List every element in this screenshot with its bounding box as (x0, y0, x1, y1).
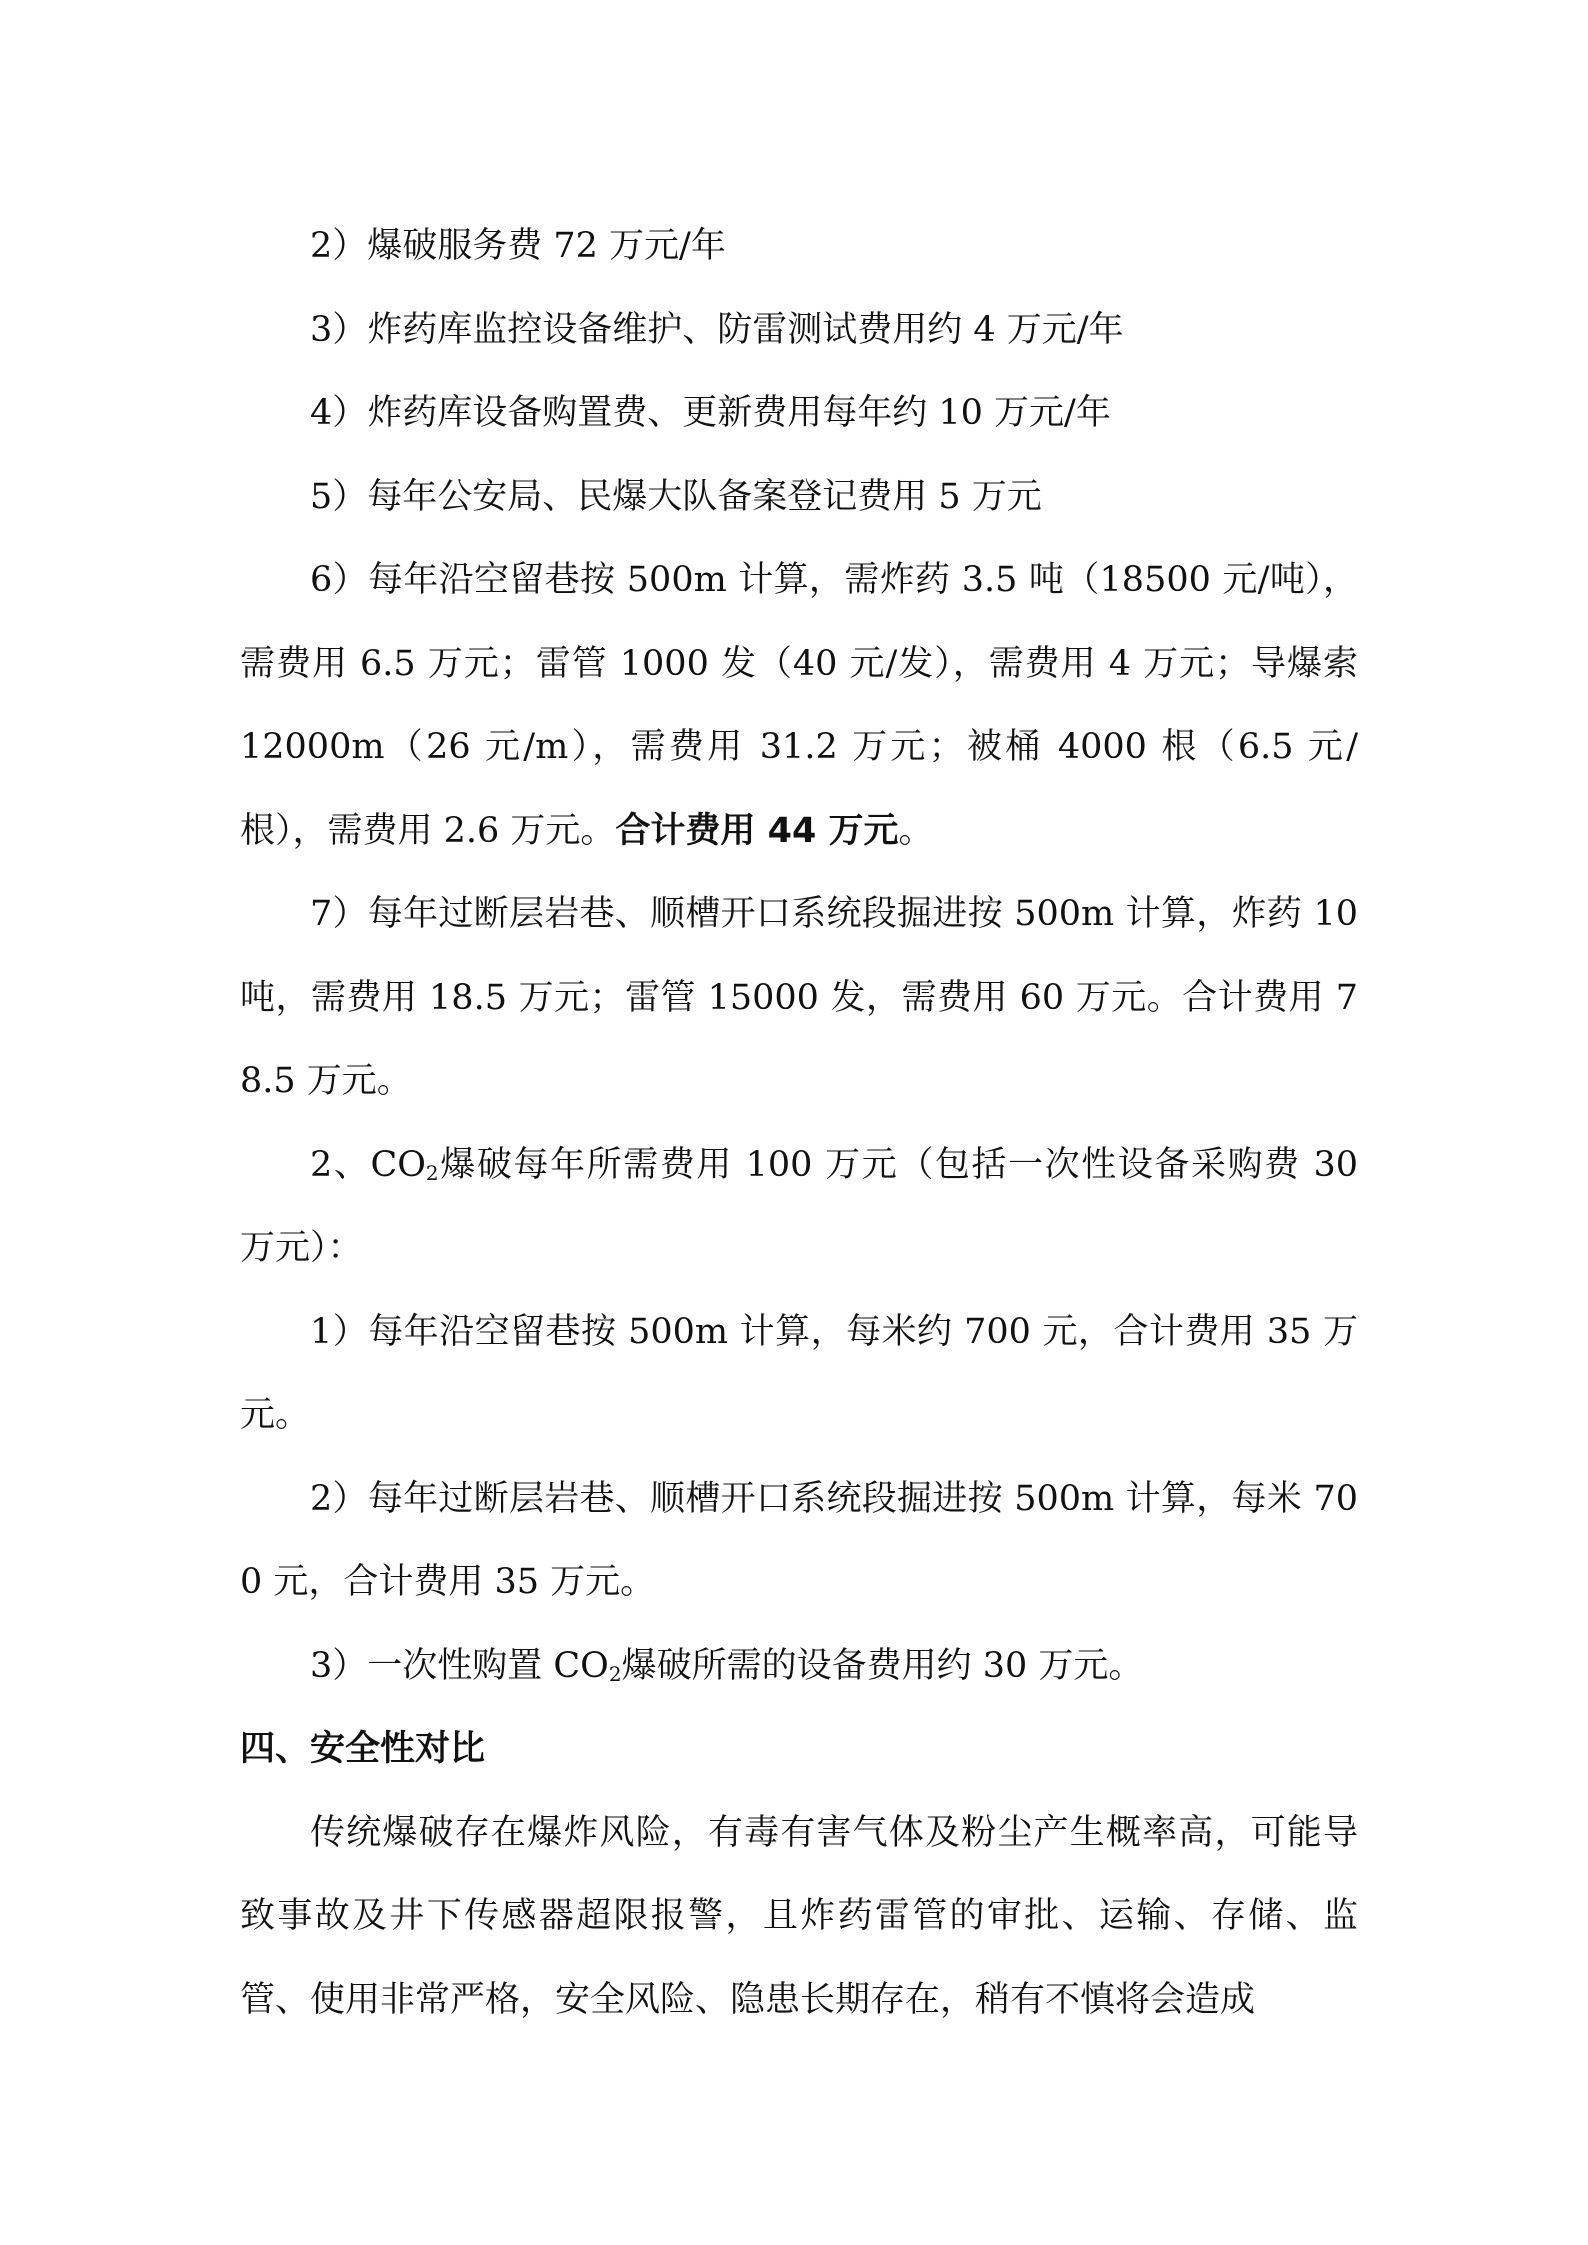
paragraph-traditional-blasting-risk: 传统爆破存在爆炸风险，有毒有害气体及粉尘产生概率高，可能导致事故及井下传感器超限报警，且炸药雷管的审批、运输、存储、监管、使用非常严格，安全风险、隐患长期存在，稍有不慎将会造成 (240, 1812, 1358, 2020)
document-body (240, 205, 1358, 2042)
paragraph-tail: 。 (898, 810, 934, 851)
paragraph-equipment-purchase-fee: 4）炸药库设备购置费、更新费用每年约 10 万元/年 (310, 393, 1111, 433)
paragraph-text: 6）每年沿空留巷按 500m 计算，需炸药 3.5 吨（18500 元/吨），需费用 6.5 万元；雷管 1000 发（40 元/发），需费用 4 万元；导爆索 12000m（26 元/m），需费用 31.2 万元；被桶 4000 根（6.5 元/根），需费用 2.6 万元。 (240, 560, 1358, 851)
paragraph-co2-equipment (240, 1625, 1358, 1709)
subscript-2: 2 (608, 1661, 622, 1686)
paragraph-gob-side-entry-cost (240, 539, 1358, 873)
paragraph-pre: 3）一次性购置 CO (310, 1645, 609, 1686)
paragraph-co2-gob-side-entry: 1）每年沿空留巷按 500m 计算，每米约 700 元，合计费用 35 万元。 (240, 1311, 1358, 1435)
subscript-2: 2 (425, 1160, 439, 1185)
paragraph-post: 爆破所需的设备费用约 30 万元。 (621, 1645, 1144, 1686)
paragraph-co2-annual-cost (240, 1124, 1358, 1291)
paragraph-pre: 2、CO (310, 1144, 426, 1185)
paragraph-fault-roadway-cost: 7）每年过断层岩巷、顺槽开口系统段掘进按 500m 计算，炸药 10 吨，需费用 18.5 万元；雷管 15000 发，需费用 60 万元。合计费用 78.5 万元。 (240, 894, 1358, 1101)
paragraph-blasting-service-fee: 2）爆破服务费 72 万元/年 (310, 226, 726, 266)
paragraph-co2-fault-roadway: 2）每年过断层岩巷、顺槽开口系统段掘进按 500m 计算，每米 700 元，合计费用 35 万元。 (240, 1478, 1358, 1602)
total-cost-bold: 合计费用 44 万元 (615, 810, 899, 851)
paragraph-monitoring-maintenance-fee: 3）炸药库监控设备维护、防雷测试费用约 4 万元/年 (310, 309, 1124, 350)
paragraph-post: 爆破每年所需费用 100 万元（包括一次性设备采购费 30 万元）： (240, 1144, 1359, 1268)
section-heading-safety-comparison: 四、安全性对比 (240, 1729, 486, 1769)
paragraph-registration-fee: 5）每年公安局、民爆大队备案登记费用 5 万元 (310, 476, 1042, 517)
